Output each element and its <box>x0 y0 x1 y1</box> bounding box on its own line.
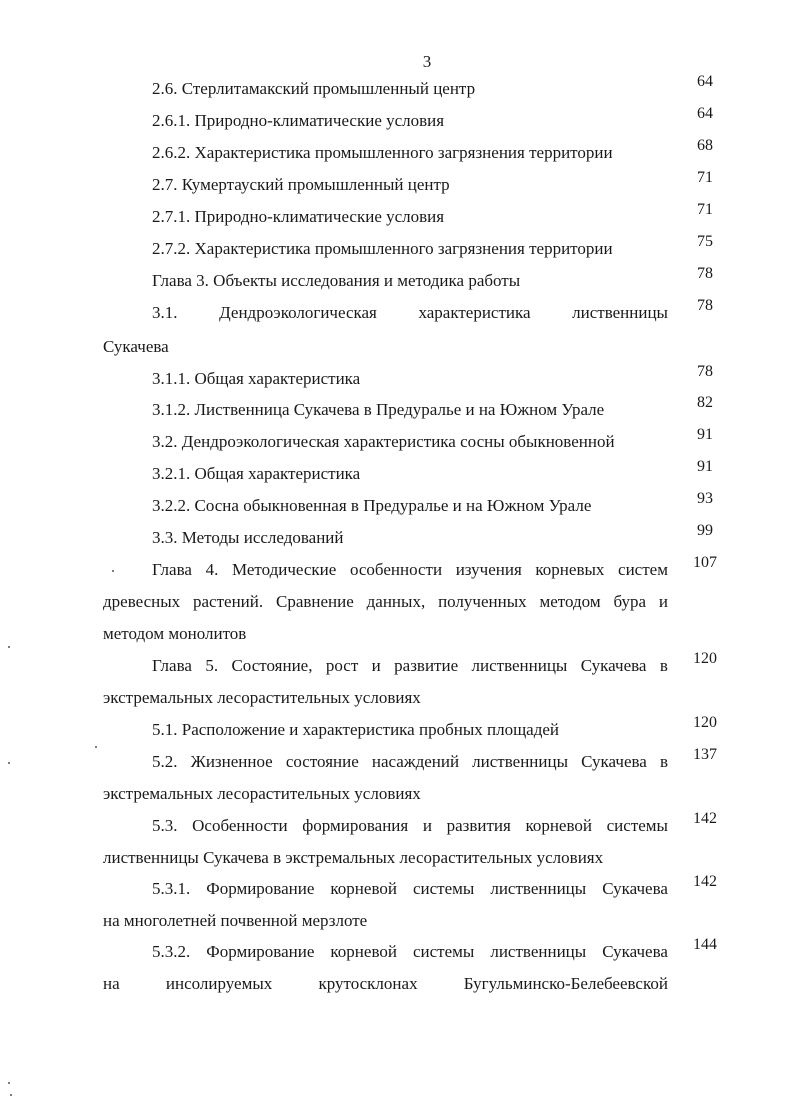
toc-entry-title <box>152 816 668 836</box>
toc-entry-title <box>152 752 668 772</box>
toc-entry-title: 2.7.2. Характеристика промышленного загрязнения территории <box>152 239 613 258</box>
toc-entry-page: 137 <box>693 746 717 763</box>
page-number: 3 <box>422 52 432 71</box>
toc-entry-page: 120 <box>693 714 717 731</box>
toc-entry-continuation: на многолетней почвенной мерзлоте <box>103 911 368 930</box>
toc-entry-word: Глава <box>152 656 192 675</box>
toc-entry-title: 2.7.1. Природно-климатические условия <box>152 207 445 226</box>
scan-speck <box>112 570 114 572</box>
toc-entry-page: 64 <box>697 105 713 122</box>
toc-entry-page: 78 <box>697 363 713 380</box>
toc-entry-word: на <box>103 974 120 993</box>
toc-entry-title: 2.7. Кумертауский промышленный центр <box>152 175 450 194</box>
toc-entry-page: 107 <box>693 554 717 571</box>
toc-entry-word: инсолируемых <box>165 974 273 993</box>
scan-speck <box>95 746 97 748</box>
toc-entry-title <box>152 560 668 580</box>
toc-entry-word: Глава <box>152 560 192 579</box>
toc-entry-page: 91 <box>697 426 713 443</box>
toc-entry-word: Состояние, <box>231 656 313 675</box>
toc-entry-word: Методические <box>231 560 337 579</box>
toc-entry-page: 99 <box>697 522 713 539</box>
toc-entry-word: корневой <box>330 879 397 898</box>
toc-entry-word: полученных <box>438 592 527 611</box>
toc-entry-word: методом <box>539 592 601 611</box>
toc-entry-word: развитие <box>394 656 459 675</box>
toc-entry-word: Сукачева <box>602 879 668 898</box>
toc-entry-word: Бугульминско-Белебеевской <box>463 974 668 993</box>
toc-entry-page: 142 <box>693 873 717 890</box>
toc-entry-continuation: Сукачева <box>103 337 169 356</box>
toc-entry-word: в <box>659 656 668 675</box>
toc-entry-continuation <box>103 592 668 612</box>
toc-entry-page: 93 <box>697 490 713 507</box>
toc-entry-page: 71 <box>697 169 713 186</box>
toc-entry-word: рост <box>325 656 359 675</box>
toc-entry-word: 5.3. <box>152 816 178 835</box>
toc-entry-word: растений. <box>193 592 264 611</box>
toc-entry-word: корневой <box>525 816 592 835</box>
toc-entry-page: 120 <box>693 650 717 667</box>
scan-speck <box>10 1094 12 1096</box>
toc-entry-word: формирования <box>302 816 409 835</box>
toc-entry-continuation: методом монолитов <box>103 624 247 643</box>
toc-entry-word: бура <box>613 592 647 611</box>
toc-entry-word: 4. <box>205 560 219 579</box>
toc-entry-word: и <box>371 656 381 675</box>
toc-entry-continuation: лиственницы Сукачева в экстремальных лесорастительных условиях <box>103 848 604 867</box>
toc-entry-title: 3.2.1. Общая характеристика <box>152 464 361 483</box>
toc-entry-word: 5.2. <box>152 752 178 771</box>
toc-entry-word: систем <box>618 560 668 579</box>
toc-entry-word: древесных <box>103 592 181 611</box>
toc-entry-word: и <box>658 592 668 611</box>
toc-entry-title: 2.6. Стерлитамакский промышленный центр <box>152 79 476 98</box>
toc-entry-word: насаждений <box>371 752 460 771</box>
toc-entry-word: в <box>659 752 668 771</box>
toc-entry-page: 78 <box>697 265 713 282</box>
toc-entry-word: характеристика <box>418 303 531 322</box>
toc-entry-word: лиственницы <box>490 879 587 898</box>
toc-entry-page: 91 <box>697 458 713 475</box>
toc-entry-continuation: экстремальных лесорастительных условиях <box>103 688 421 707</box>
toc-entry-title: 3.2. Дендроэкологическая характеристика сосны обыкновенной <box>152 432 615 451</box>
toc-entry-word: Сукачева <box>581 752 647 771</box>
toc-entry-title: 3.3. Методы исследований <box>152 528 344 547</box>
toc-entry-word: лиственницы <box>572 303 668 322</box>
toc-entry-word: Дендроэкологическая <box>219 303 377 322</box>
toc-entry-title <box>152 303 668 323</box>
toc-entry-word: Сравнение <box>275 592 354 611</box>
toc-entry-title: 2.6.1. Природно-климатические условия <box>152 111 445 130</box>
toc-entry-page: 144 <box>693 936 717 953</box>
toc-entry-page: 142 <box>693 810 717 827</box>
toc-entry-word: лиственницы <box>472 752 569 771</box>
toc-entry-word: данных, <box>366 592 426 611</box>
toc-entry-word: и <box>422 816 432 835</box>
toc-entry-page: 64 <box>697 73 713 90</box>
toc-entry-word: системы <box>412 942 475 961</box>
toc-entry-word: 5.3.2. <box>152 942 191 961</box>
toc-entry-continuation <box>103 974 668 994</box>
toc-entry-word: лиственницы <box>471 656 568 675</box>
toc-entry-word: особенности <box>349 560 443 579</box>
toc-entry-title: 3.1.1. Общая характеристика <box>152 369 361 388</box>
toc-entry-word: изучения <box>455 560 522 579</box>
toc-entry-continuation: экстремальных лесорастительных условиях <box>103 784 421 803</box>
toc-entry-page: 75 <box>697 233 713 250</box>
toc-entry-word: корневых <box>535 560 605 579</box>
toc-entry-word: крутосклонах <box>318 974 418 993</box>
toc-entry-word: Формирование <box>206 942 315 961</box>
scan-speck <box>8 762 10 764</box>
toc-entry-word: системы <box>412 879 475 898</box>
toc-entry-word: системы <box>606 816 668 835</box>
toc-entry-title: 3.2.2. Сосна обыкновенная в Предуралье и на Южном Урале <box>152 496 592 515</box>
scan-speck <box>8 646 10 648</box>
toc-entry-word: 5. <box>205 656 219 675</box>
toc-entry-word: развития <box>446 816 511 835</box>
toc-entry-word: Формирование <box>206 879 315 898</box>
toc-entry-title <box>152 879 668 899</box>
toc-entry-word: Сукачева <box>580 656 647 675</box>
toc-entry-word: состояние <box>285 752 359 771</box>
toc-entry-page: 71 <box>697 201 713 218</box>
toc-entry-word: 5.3.1. <box>152 879 191 898</box>
toc-entry-title <box>152 942 668 962</box>
toc-entry-title <box>152 656 668 676</box>
toc-entry-title: Глава 3. Объекты исследования и методика работы <box>152 271 521 290</box>
toc-entry-word: корневой <box>330 942 397 961</box>
toc-entry-word: лиственницы <box>490 942 587 961</box>
toc-entry-page: 82 <box>697 394 713 411</box>
toc-entry-word: Сукачева <box>602 942 668 961</box>
toc-entry-page: 78 <box>697 297 713 314</box>
toc-entry-word: Жизненное <box>190 752 273 771</box>
toc-entry-page: 68 <box>697 137 713 154</box>
toc-entry-title: 5.1. Расположение и характеристика пробных площадей <box>152 720 560 739</box>
toc-entry-word: Особенности <box>192 816 288 835</box>
toc-entry-title: 2.6.2. Характеристика промышленного загрязнения территории <box>152 143 613 162</box>
scan-speck <box>8 1082 10 1084</box>
toc-entry-word: 3.1. <box>152 303 178 322</box>
toc-entry-title: 3.1.2. Лиственница Сукачева в Предуралье и на Южном Урале <box>152 400 605 419</box>
